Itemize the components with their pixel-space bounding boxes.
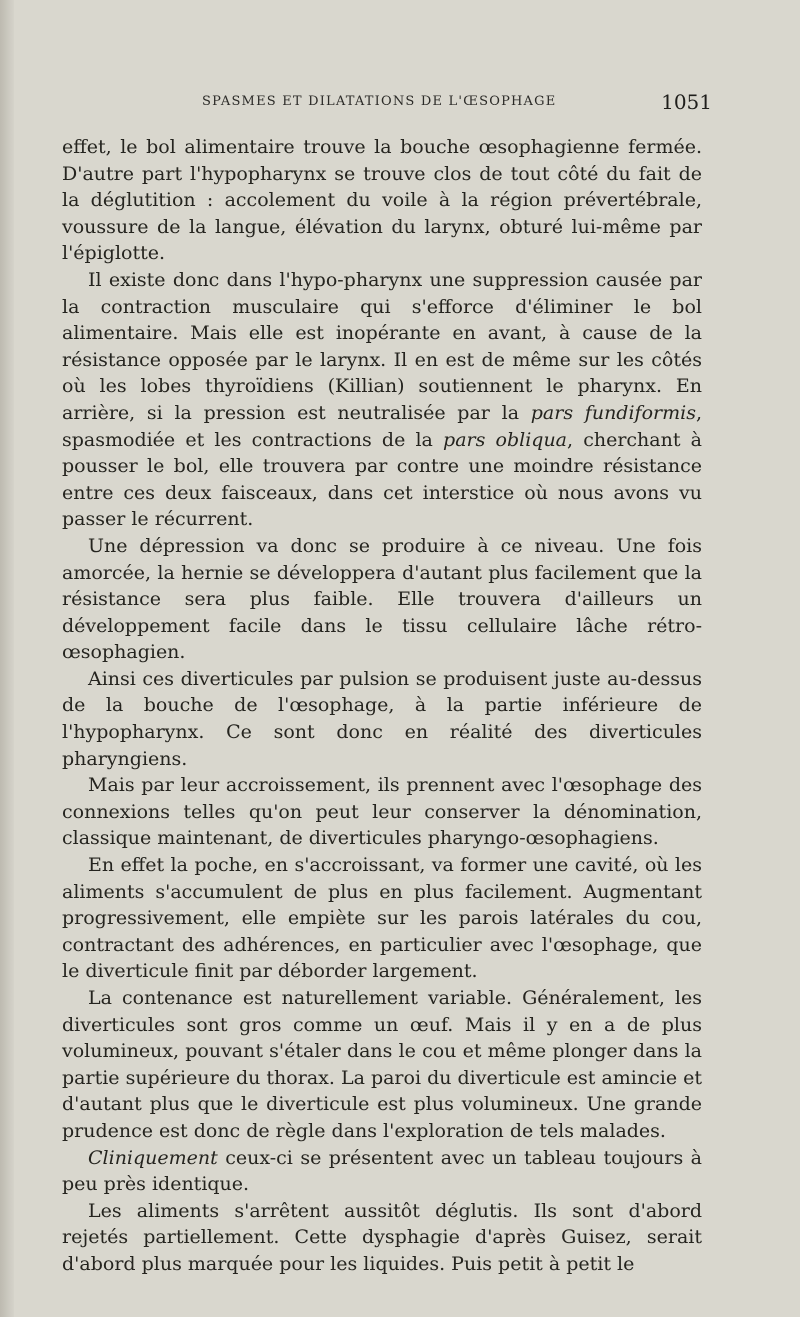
italic-term: Cliniquement xyxy=(88,1146,218,1169)
page-header xyxy=(62,90,712,118)
paragraph xyxy=(62,1145,702,1198)
page-number: 1051 xyxy=(661,90,712,114)
paragraph: effet, le bol alimentaire trouve la bouche œsophagienne fermée. D'autre part l'hypopharynx se trouve clos de tout côté du fait de la déglutition : accolement du voile à la région prévertébrale, voussure de la langue, élévation du larynx, obturé lui-même par l'épiglotte. xyxy=(62,136,702,265)
paragraph xyxy=(62,267,702,533)
text-run: Il existe donc dans l'hypo-pharynx une suppression causée par la contraction musculaire qui s'efforce d'éliminer le bol alimentaire. Mais elle est inopérante en avant, à cause de la résistance opposée par le larynx. Il en est de même sur les côtés où les lobes thyroïdiens (Killian) soutiennent le pharynx. En arrière, si la pression est neutralisée par la xyxy=(62,268,702,424)
paragraph: La contenance est naturellement variable. Généralement, les diverticules sont gros comme un œuf. Mais il y en a de plus volumineux, pouvant s'étaler dans le cou et même plonger dans la partie supérieure du thorax. La paroi du diverticule est amincie et d'autant plus que le diverticule est plus volumineux. Une grande prudence est donc de règle dans l'exploration de tels malades. xyxy=(62,987,702,1142)
text-run: ceux-ci se présentent avec un tableau toujours à peu près identique. xyxy=(62,1146,702,1196)
italic-term: pars fundiformis xyxy=(530,401,696,424)
body-text xyxy=(62,134,702,1278)
paragraph: Une dépression va donc se produire à ce niveau. Une fois amorcée, la hernie se développera d'autant plus facilement que la résistance sera plus faible. Elle trouvera d'ailleurs un développement facile dans le tissu cellulaire lâche rétro-œsophagien. xyxy=(62,534,702,664)
italic-term: pars obliqua xyxy=(443,428,568,451)
text-run: , cherchant à pousser le bol, elle trouvera par contre une moindre résistance entre ces deux faisceaux, dans cet interstice où nous avons vu passer le récurrent. xyxy=(62,428,702,531)
paragraph: Les aliments s'arrêtent aussitôt déglutis. Ils sont d'abord rejetés partiellement. Cette dysphagie d'après Guisez, serait d'abord plus marquée pour les liquides. Puis petit à petit le xyxy=(62,1199,702,1275)
running-head: SPASMES ET DILATATIONS DE L'ŒSOPHAGE xyxy=(202,94,557,109)
text-run: , spasmodiée et les contractions de la xyxy=(62,401,702,451)
paragraph: Mais par leur accroissement, ils prennent avec l'œsophage des connexions telles qu'on peut leur conserver la dénomination, classique maintenant, de diverticules pharyngo-œsophagiens. xyxy=(62,774,702,850)
paragraph: En effet la poche, en s'accroissant, va former une cavité, où les aliments s'accumulent de plus en plus facilement. Augmentant progressivement, elle empiète sur les parois latérales du cou, contractant des adhérences, en particulier avec l'œsophage, que le diverticule finit par déborder largement. xyxy=(62,854,702,983)
page-edge-shadow xyxy=(0,0,14,1317)
paragraph: Ainsi ces diverticules par pulsion se produisent juste au-dessus de la bouche de l'œsophage, à la partie inférieure de l'hypopharynx. Ce sont donc en réalité des diverticules pharyngiens. xyxy=(62,667,702,770)
